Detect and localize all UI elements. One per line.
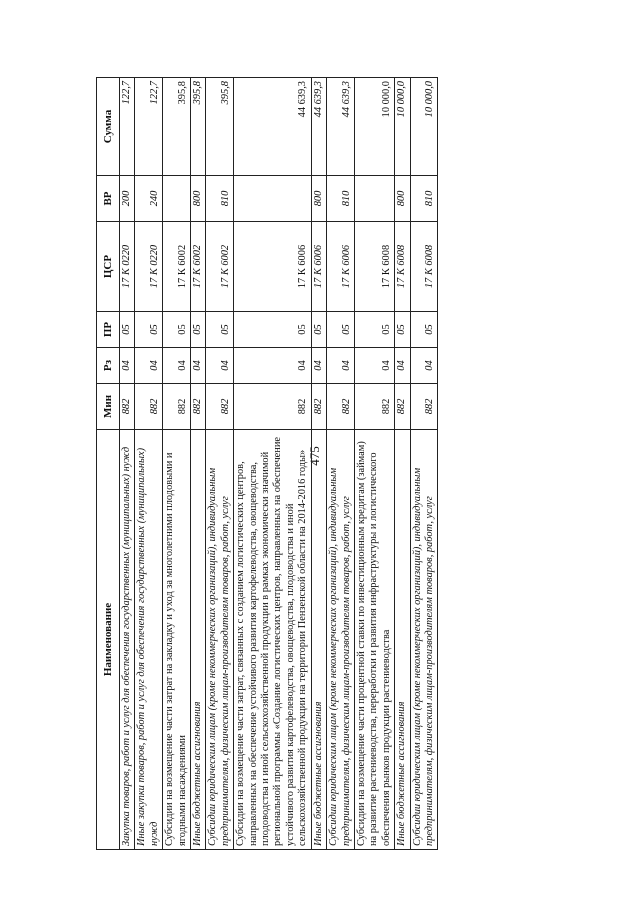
header-csr: ЦСР — [97, 222, 120, 312]
row-vr — [163, 176, 191, 222]
row-name: Иные закупки товаров, работ и услуг для обеспечения государственных (муниципальных) нужд — [135, 430, 163, 850]
row-vr: 800 — [191, 176, 206, 222]
row-sum: 10 000,0 — [410, 78, 438, 176]
row-name: Субсидии на возмещение части процентной ставки по инвестиционным кредитам (займам) на развитие растениеводства, переработки и развития инфраструктуры и логистического обеспечения рынков продукции растениеводства — [354, 430, 394, 850]
row-vr — [234, 176, 311, 222]
row-sum: 44 639,3 — [311, 78, 326, 176]
table-row — [327, 78, 355, 850]
row-rz: 04 — [191, 348, 206, 384]
row-pr: 05 — [135, 312, 163, 348]
row-pr: 05 — [191, 312, 206, 348]
row-csr: 17 К 6002 — [163, 222, 191, 312]
row-rz: 04 — [234, 348, 311, 384]
row-name: Иные бюджетные ассигнования — [191, 430, 206, 850]
row-pr: 05 — [163, 312, 191, 348]
row-pr: 05 — [206, 312, 234, 348]
page-number: 475 — [307, 446, 322, 466]
row-pr: 05 — [354, 312, 394, 348]
row-csr: 17 К 6008 — [410, 222, 438, 312]
row-vr: 800 — [311, 176, 326, 222]
table-row — [163, 78, 191, 850]
row-name: Субсидии на возмещение части затрат на закладку и уход за многолетними плодовыми и ягодными насаждениями — [163, 430, 191, 850]
row-pr: 05 — [410, 312, 438, 348]
row-min: 882 — [120, 384, 135, 430]
table-row — [234, 78, 311, 850]
row-sum: 395,8 — [206, 78, 234, 176]
row-min: 882 — [395, 384, 410, 430]
header-pr: ПР — [97, 312, 120, 348]
row-rz: 04 — [395, 348, 410, 384]
header-rz: Рз — [97, 348, 120, 384]
row-vr: 810 — [327, 176, 355, 222]
row-min: 882 — [354, 384, 394, 430]
table-row — [410, 78, 438, 850]
row-min: 882 — [234, 384, 311, 430]
row-vr: 240 — [135, 176, 163, 222]
row-pr: 05 — [327, 312, 355, 348]
row-csr: 17 К 6006 — [234, 222, 311, 312]
row-csr: 17 К 6002 — [206, 222, 234, 312]
row-rz: 04 — [327, 348, 355, 384]
row-min: 882 — [206, 384, 234, 430]
rotated-page-content — [96, 78, 520, 850]
row-csr: 17 К 6008 — [354, 222, 394, 312]
row-csr: 17 К 0220 — [135, 222, 163, 312]
table-row — [135, 78, 163, 850]
row-vr: 810 — [410, 176, 438, 222]
row-sum: 44 639,3 — [234, 78, 311, 176]
row-name: Субсидии юридическим лицам (кроме некоммерческих организаций), индивидуальным предпринимателям, физическим лицам-производителям товаров, работ, услуг — [410, 430, 438, 850]
row-sum: 395,8 — [191, 78, 206, 176]
row-csr: 17 К 6006 — [327, 222, 355, 312]
header-sum: Сумма — [97, 78, 120, 176]
row-sum: 10 000,0 — [395, 78, 410, 176]
header-vr: ВР — [97, 176, 120, 222]
table-row — [206, 78, 234, 850]
row-rz: 04 — [206, 348, 234, 384]
row-name: Субсидии на возмещение части затрат, связанных с созданием логистических центров, направленных на обеспечение устойчивого развития картофелеводства, овощеводства, плодоводства и иной сельскохозяйственной продукции в рамках экономически значимой региональной программы «Создание логистических центров, направленных на обеспечение устойчивого развития картофелеводства, овощеводства, плодоводства и иной сельскохозяйственной продукции на территории Пензенской области на 2014-2016 годы» — [234, 430, 311, 850]
row-rz: 04 — [163, 348, 191, 384]
row-name: Закупка товаров, работ и услуг для обеспечения государственных (муниципальных) нужд — [120, 430, 135, 850]
row-vr: 810 — [206, 176, 234, 222]
table-header-row — [97, 78, 120, 850]
row-vr — [354, 176, 394, 222]
row-rz: 04 — [410, 348, 438, 384]
row-sum: 44 639,3 — [327, 78, 355, 176]
row-sum: 395,8 — [163, 78, 191, 176]
row-pr: 05 — [311, 312, 326, 348]
row-csr: 17 К 6008 — [395, 222, 410, 312]
table-body — [120, 78, 438, 850]
row-rz: 04 — [135, 348, 163, 384]
row-min: 882 — [191, 384, 206, 430]
header-name: Наименование — [97, 430, 120, 850]
row-csr: 17 К 6006 — [311, 222, 326, 312]
row-min: 882 — [327, 384, 355, 430]
table-row — [120, 78, 135, 850]
row-vr: 200 — [120, 176, 135, 222]
row-name: Субсидии юридическим лицам (кроме некоммерческих организаций), индивидуальным предпринимателям, физическим лицам-производителям товаров, работ, услуг — [327, 430, 355, 850]
row-sum: 122,7 — [120, 78, 135, 176]
budget-table — [96, 77, 438, 850]
row-pr: 05 — [120, 312, 135, 348]
row-vr: 800 — [395, 176, 410, 222]
row-min: 882 — [410, 384, 438, 430]
row-csr: 17 К 0220 — [120, 222, 135, 312]
row-sum: 122,7 — [135, 78, 163, 176]
row-sum: 10 000,0 — [354, 78, 394, 176]
row-rz: 04 — [120, 348, 135, 384]
table-row — [354, 78, 394, 850]
row-name: Субсидии юридическим лицам (кроме некоммерческих организаций), индивидуальным предпринимателям, физическим лицам-производителям товаров, работ, услуг — [206, 430, 234, 850]
row-min: 882 — [163, 384, 191, 430]
row-rz: 04 — [354, 348, 394, 384]
row-name: Иные бюджетные ассигнования — [311, 430, 326, 850]
table-row — [311, 78, 326, 850]
row-min: 882 — [135, 384, 163, 430]
header-min: Мин — [97, 384, 120, 430]
table-row — [191, 78, 206, 850]
table-row — [395, 78, 410, 850]
row-pr: 05 — [234, 312, 311, 348]
row-pr: 05 — [395, 312, 410, 348]
row-min: 882 — [311, 384, 326, 430]
row-csr: 17 К 6002 — [191, 222, 206, 312]
row-rz: 04 — [311, 348, 326, 384]
row-name: Иные бюджетные ассигнования — [395, 430, 410, 850]
